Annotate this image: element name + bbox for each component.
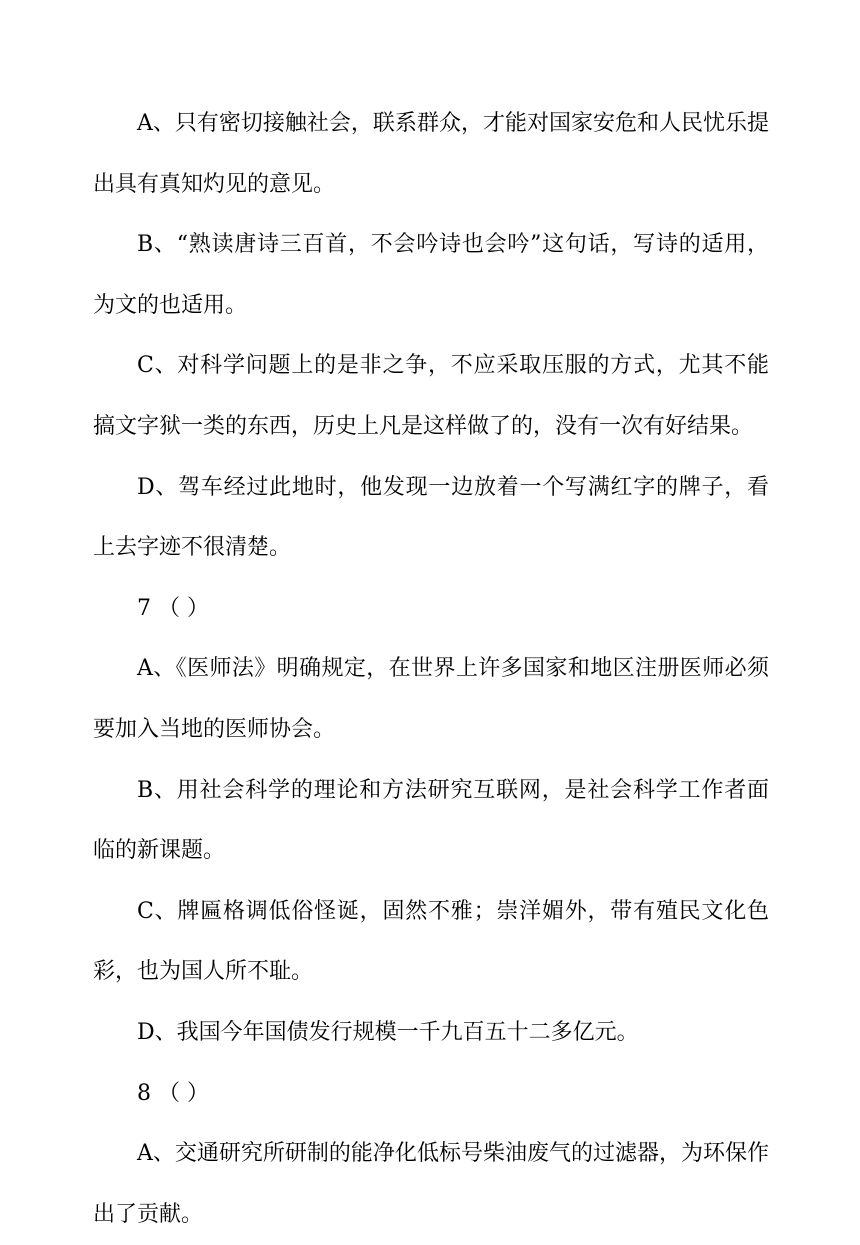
option-d-paragraph: D、驾车经过此地时，他发现一边放着一个写满红字的牌子，看上去字迹不很清楚。 <box>93 474 769 561</box>
document-body <box>93 94 769 1245</box>
question-7-option-b: B、用社会科学的理论和方法研究互联网，是社会科学工作者面临的新课题。 <box>93 777 769 864</box>
question-7-number: 7 （ ） <box>137 595 209 621</box>
question-7-option-c: C、牌匾格调低俗怪诞，固然不雅；崇洋媚外，带有殖民文化色彩，也为国人所不耻。 <box>93 898 769 985</box>
question-8-option-a: A、交通研究所研制的能净化低标号柴油废气的过滤器，为环保作出了贡献。 <box>93 1141 769 1227</box>
option-b-paragraph: B、“熟读唐诗三百首，不会吟诗也会吟”这句话，写诗的适用，为文的也适用。 <box>93 232 769 318</box>
option-a-paragraph: A、只有密切接触社会，联系群众，才能对国家安危和人民忧乐提出具有真知灼见的意见。 <box>93 111 769 197</box>
option-c-paragraph: C、对科学问题上的是非之争，不应采取压服的方式，尤其不能搞文字狱一类的东西，历史上凡是这样做了的，没有一次有好结果。 <box>93 353 769 439</box>
question-7-option-a: A、《医师法》明确规定，在世界上许多国家和地区注册医师必须要加入当地的医师协会。 <box>93 656 769 742</box>
question-7-option-d: D、我国今年国债发行规模一千九百五十二多亿元。 <box>137 1019 639 1045</box>
question-8-number: 8 （ ） <box>137 1080 209 1106</box>
